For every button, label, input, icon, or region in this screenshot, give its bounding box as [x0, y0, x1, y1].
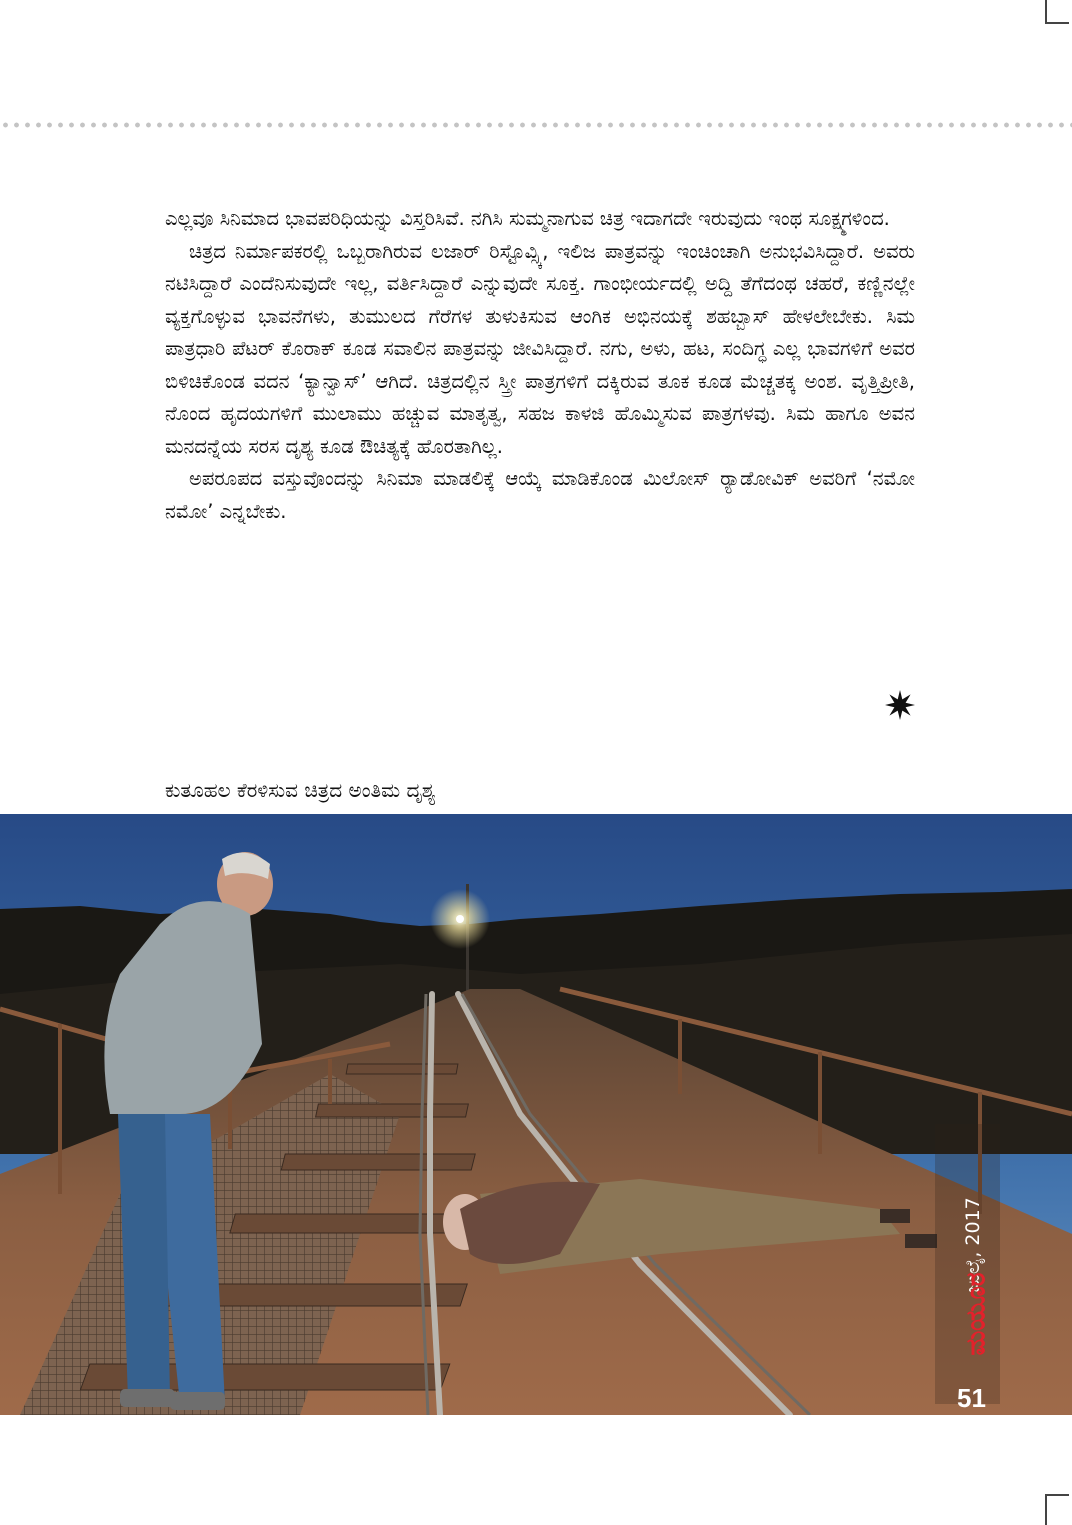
article-body — [165, 203, 915, 528]
starburst-icon — [880, 688, 920, 722]
page-number: 51 — [957, 1383, 986, 1413]
crop-mark-top-right — [1045, 0, 1069, 24]
dotted-rule — [0, 121, 1072, 129]
paragraph: ಚಿತ್ರದ ನಿರ್ಮಾಪಕರಲ್ಲಿ ಒಬ್ಬರಾಗಿರುವ ಲಜಾರ್ ರಿಸ್ಟೊವ್ಸ್ಕಿ, ಇಲಿಜ ಪಾತ್ರವನ್ನು ಇಂಚಿಂಚಾಗಿ ಅನುಭವಿಸಿದ್ದಾರೆ. ಅವರು ನಟಿಸಿದ್ದಾರೆ ಎಂದೆನಿಸುವುದೇ ಇಲ್ಲ, ವರ್ತಿಸಿದ್ದಾರೆ ಎನ್ನುವುದೇ ಸೂಕ್ತ. ಗಾಂಭೀರ್ಯದಲ್ಲಿ ಅದ್ದಿ ತೆಗೆದಂಥ ಚಹರೆ, ಕಣ್ಣಿನಲ್ಲೇ ವ್ಯಕ್ತಗೊಳ್ಳುವ ಭಾವನೆಗಳು, ತುಮುಲದ ಗೆರೆಗಳ ತುಳುಕಿಸುವ ಆಂಗಿಕ ಅಭಿನಯಕ್ಕೆ ಶಹಬ್ಬಾಸ್ ಹೇಳಲೇಬೇಕು. ಸಿಮ ಪಾತ್ರಧಾರಿ ಪೆಟರ್ ಕೊರಾಕ್ ಕೂಡ ಸವಾಲಿನ ಪಾತ್ರವನ್ನು ಜೀವಿಸಿದ್ದಾರೆ. ನಗು, ಅಳು, ಹಟ, ಸಂದಿಗ್ಧ ಎಲ್ಲ ಭಾವಗಳಿಗೆ ಅವರ ಬಿಳಿಚಿಕೊಂಡ ವದನ ‘ಕ್ಯಾನ್ವಾಸ್’ ಆಗಿದೆ. ಚಿತ್ರದಲ್ಲಿನ ಸ್ತ್ರೀ ಪಾತ್ರಗಳಿಗೆ ದಕ್ಕಿರುವ ತೂಕ ಕೂಡ ಮೆಚ್ಚತಕ್ಕ ಅಂಶ. ವೃತ್ತಿಪ್ರೀತಿ, ನೊಂದ ಹೃದಯಗಳಿಗೆ ಮುಲಾಮು ಹಚ್ಚುವ ಮಾತೃತ್ವ, ಸಹಜ ಕಾಳಜಿ ಹೊಮ್ಮಿಸುವ ಪಾತ್ರಗಳವು. ಸಿಮ ಹಾಗೂ ಅವನ ಮನದನ್ನೆಯ ಸರಸ ದೃಶ್ಯ ಕೂಡ ಔಚಿತ್ಯಕ್ಕೆ ಹೊರತಾಗಿಲ್ಲ. — [165, 239, 915, 458]
magazine-brand: ಮಯೂರ — [961, 1272, 992, 1356]
issue-date: ಜುಲೈ, 2017 — [962, 1197, 984, 1293]
paragraph: ಅಪರೂಪದ ವಸ್ತುವೊಂದನ್ನು ಸಿನಿಮಾ ಮಾಡಲಿಕ್ಕೆ ಆಯ್ಕೆ ಮಾಡಿಕೊಂಡ ಮಿಲೋಸ್ ರ್‍ಯಾಡೋವಿಕ್ ಅವರಿಗೆ ‘ನಮೋ ನಮೋ’ ಎನ್ನಬೇಕು. — [165, 467, 915, 523]
paragraph: ಎಲ್ಲವೂ ಸಿನಿಮಾದ ಭಾವಪರಿಧಿಯನ್ನು ವಿಸ್ತರಿಸಿವೆ. ನಗಿಸಿ ಸುಮ್ಮನಾಗುವ ಚಿತ್ರ ಇದಾಗದೇ ಇರುವುದು ಇಂಥ ಸೂಕ್ಷ್ಮಗಳಿಂದ. — [165, 207, 890, 230]
film-still-photo — [0, 814, 1072, 1415]
photo-caption: ಕುತೂಹಲ ಕೆರಳಿಸುವ ಚಿತ್ರದ ಅಂತಿಮ ದೃಶ್ಯ — [165, 778, 436, 802]
crop-mark-bottom-right — [1045, 1494, 1069, 1525]
